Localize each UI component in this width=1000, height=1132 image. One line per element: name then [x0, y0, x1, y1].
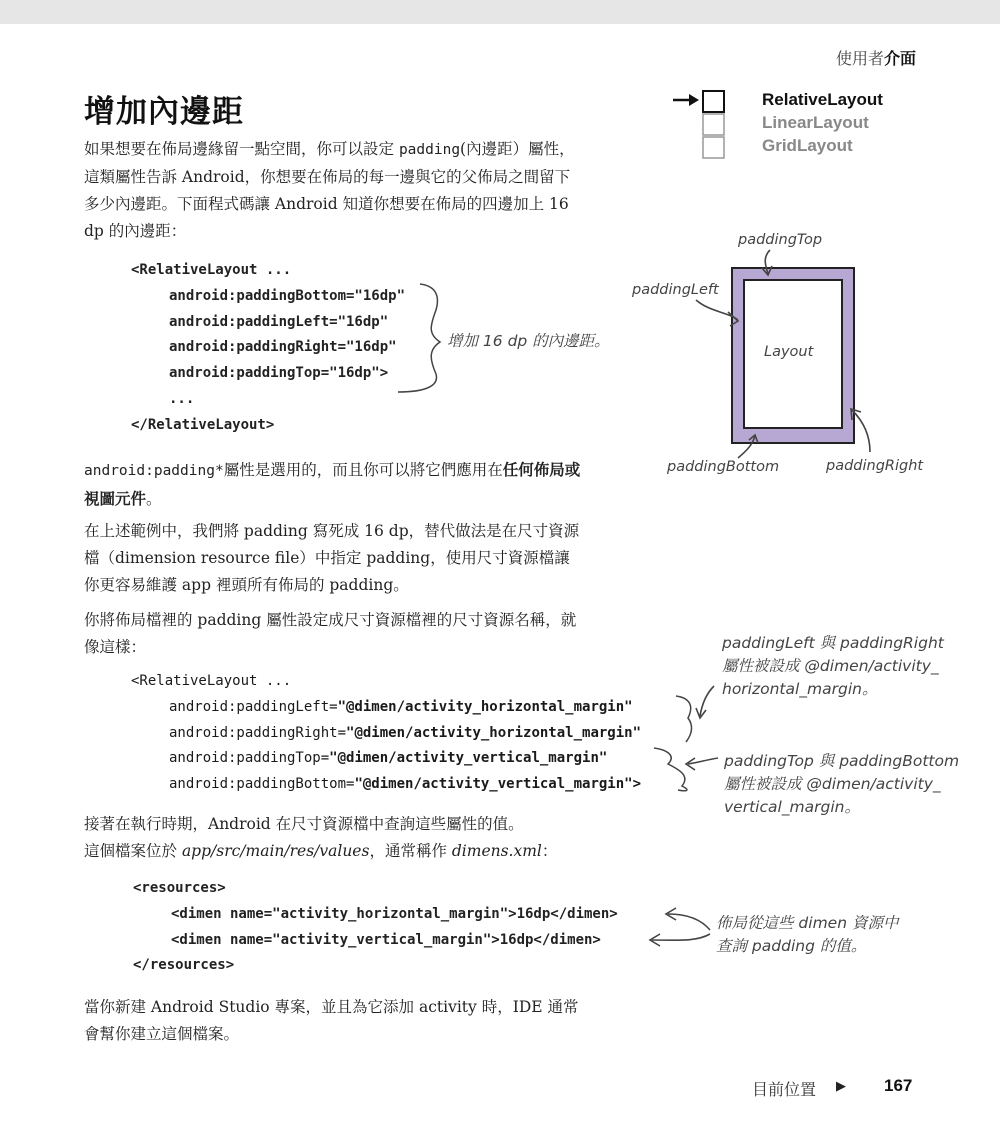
code-line: </RelativeLayout> [131, 416, 275, 433]
note-vertical-margin: paddingTop 與 paddingBottom 屬性被設成 @dimen/activity_ vertical_margin。 [724, 752, 960, 816]
note-dimen-lookup: 佈局從這些 dimen 資源中 查詢 padding 的值。 [716, 914, 899, 955]
note-arrows-icon [650, 686, 718, 946]
label-padding-left: paddingLeft [632, 282, 719, 298]
code-line: android:paddingRight="@dimen/activity_horizontal_margin" [169, 724, 642, 741]
footer-label: 目前位置 [752, 1080, 817, 1099]
code-line: ... [169, 390, 195, 407]
nav-item-linearlayout: LinearLayout [762, 113, 869, 132]
code-line: <RelativeLayout ... [131, 673, 292, 689]
code-line: android:paddingLeft="16dp" [169, 313, 389, 330]
code-line: <dimen name="activity_vertical_margin">16dp</dimen> [171, 931, 601, 948]
code-line: android:paddingBottom="16dp" [169, 287, 406, 304]
runtime-paragraph: 接著在執行時期，Android 在尺寸資源檔中查詢這些屬性的值。 這個檔案位於 app/src/main/res/values，通常稱作 dimens.xml： [84, 815, 558, 860]
label-padding-bottom: paddingBottom [667, 459, 780, 475]
code-braces-icon [398, 284, 692, 791]
label-padding-top: paddingTop [738, 232, 823, 248]
triangle-right-icon: ▶ [836, 1079, 846, 1094]
studio-paragraph: 當你新建 Android Studio 專案，並且為它添加 activity 時，IDE 通常會幫你建立這個檔案。 [84, 998, 579, 1043]
code-line: android:paddingTop="16dp"> [169, 365, 389, 382]
code-line: android:paddingTop="@dimen/activity_vertical_margin" [169, 750, 608, 767]
intro-paragraph: 如果想要在佈局邊緣留一點空間，你可以設定 padding(內邊距）屬性，這類屬性告訴 Android，你想要在佈局的每一邊與它的父佈局之間留下多少內邊距。下面程式碼讓 Android 知道你想要在佈局的四邊加上 16 dp 的內邊距： [84, 140, 575, 240]
label-padding-right: paddingRight [826, 458, 924, 474]
resource-name-paragraph: 你將佈局檔裡的 padding 屬性設定成尺寸資源檔裡的尺寸資源名稱，就像這樣： [84, 611, 577, 656]
code-line: <RelativeLayout ... [131, 262, 292, 278]
dimension-paragraph: 在上述範例中，我們將 padding 寫死成 16 dp，替代做法是在尺寸資源檔（dimension resource file）中指定 padding，使用尺寸資源檔讓你更容易維護 app 裡頭所有佈局的 padding。 [84, 522, 580, 594]
code-line: </resources> [133, 957, 235, 974]
code-line: <resources> [133, 880, 226, 896]
label-layout: Layout [764, 344, 814, 360]
optional-paragraph: android:padding*屬性是選用的，而且你可以將它們應用在任何佈局或視圖元件。 [84, 460, 581, 508]
nav-item-relativelayout: RelativeLayout [762, 90, 883, 109]
section-header: 使用者介面 [835, 49, 916, 68]
page-number: 167 [884, 1076, 913, 1095]
page-title: 增加內邊距 [84, 94, 244, 130]
code-line: android:paddingLeft="@dimen/activity_horizontal_margin" [169, 698, 633, 715]
code-line: android:paddingBottom="@dimen/activity_vertical_margin"> [169, 776, 642, 793]
code-line: <dimen name="activity_horizontal_margin">16dp</dimen> [171, 905, 618, 922]
note-horizontal-margin: paddingLeft 與 paddingRight 屬性被設成 @dimen/activity_ horizontal_margin。 [722, 634, 944, 698]
code-line: android:paddingRight="16dp" [169, 339, 397, 356]
nav-item-gridlayout: GridLayout [762, 136, 853, 155]
annotation-padding: 增加 16 dp 的內邊距。 [447, 332, 610, 350]
